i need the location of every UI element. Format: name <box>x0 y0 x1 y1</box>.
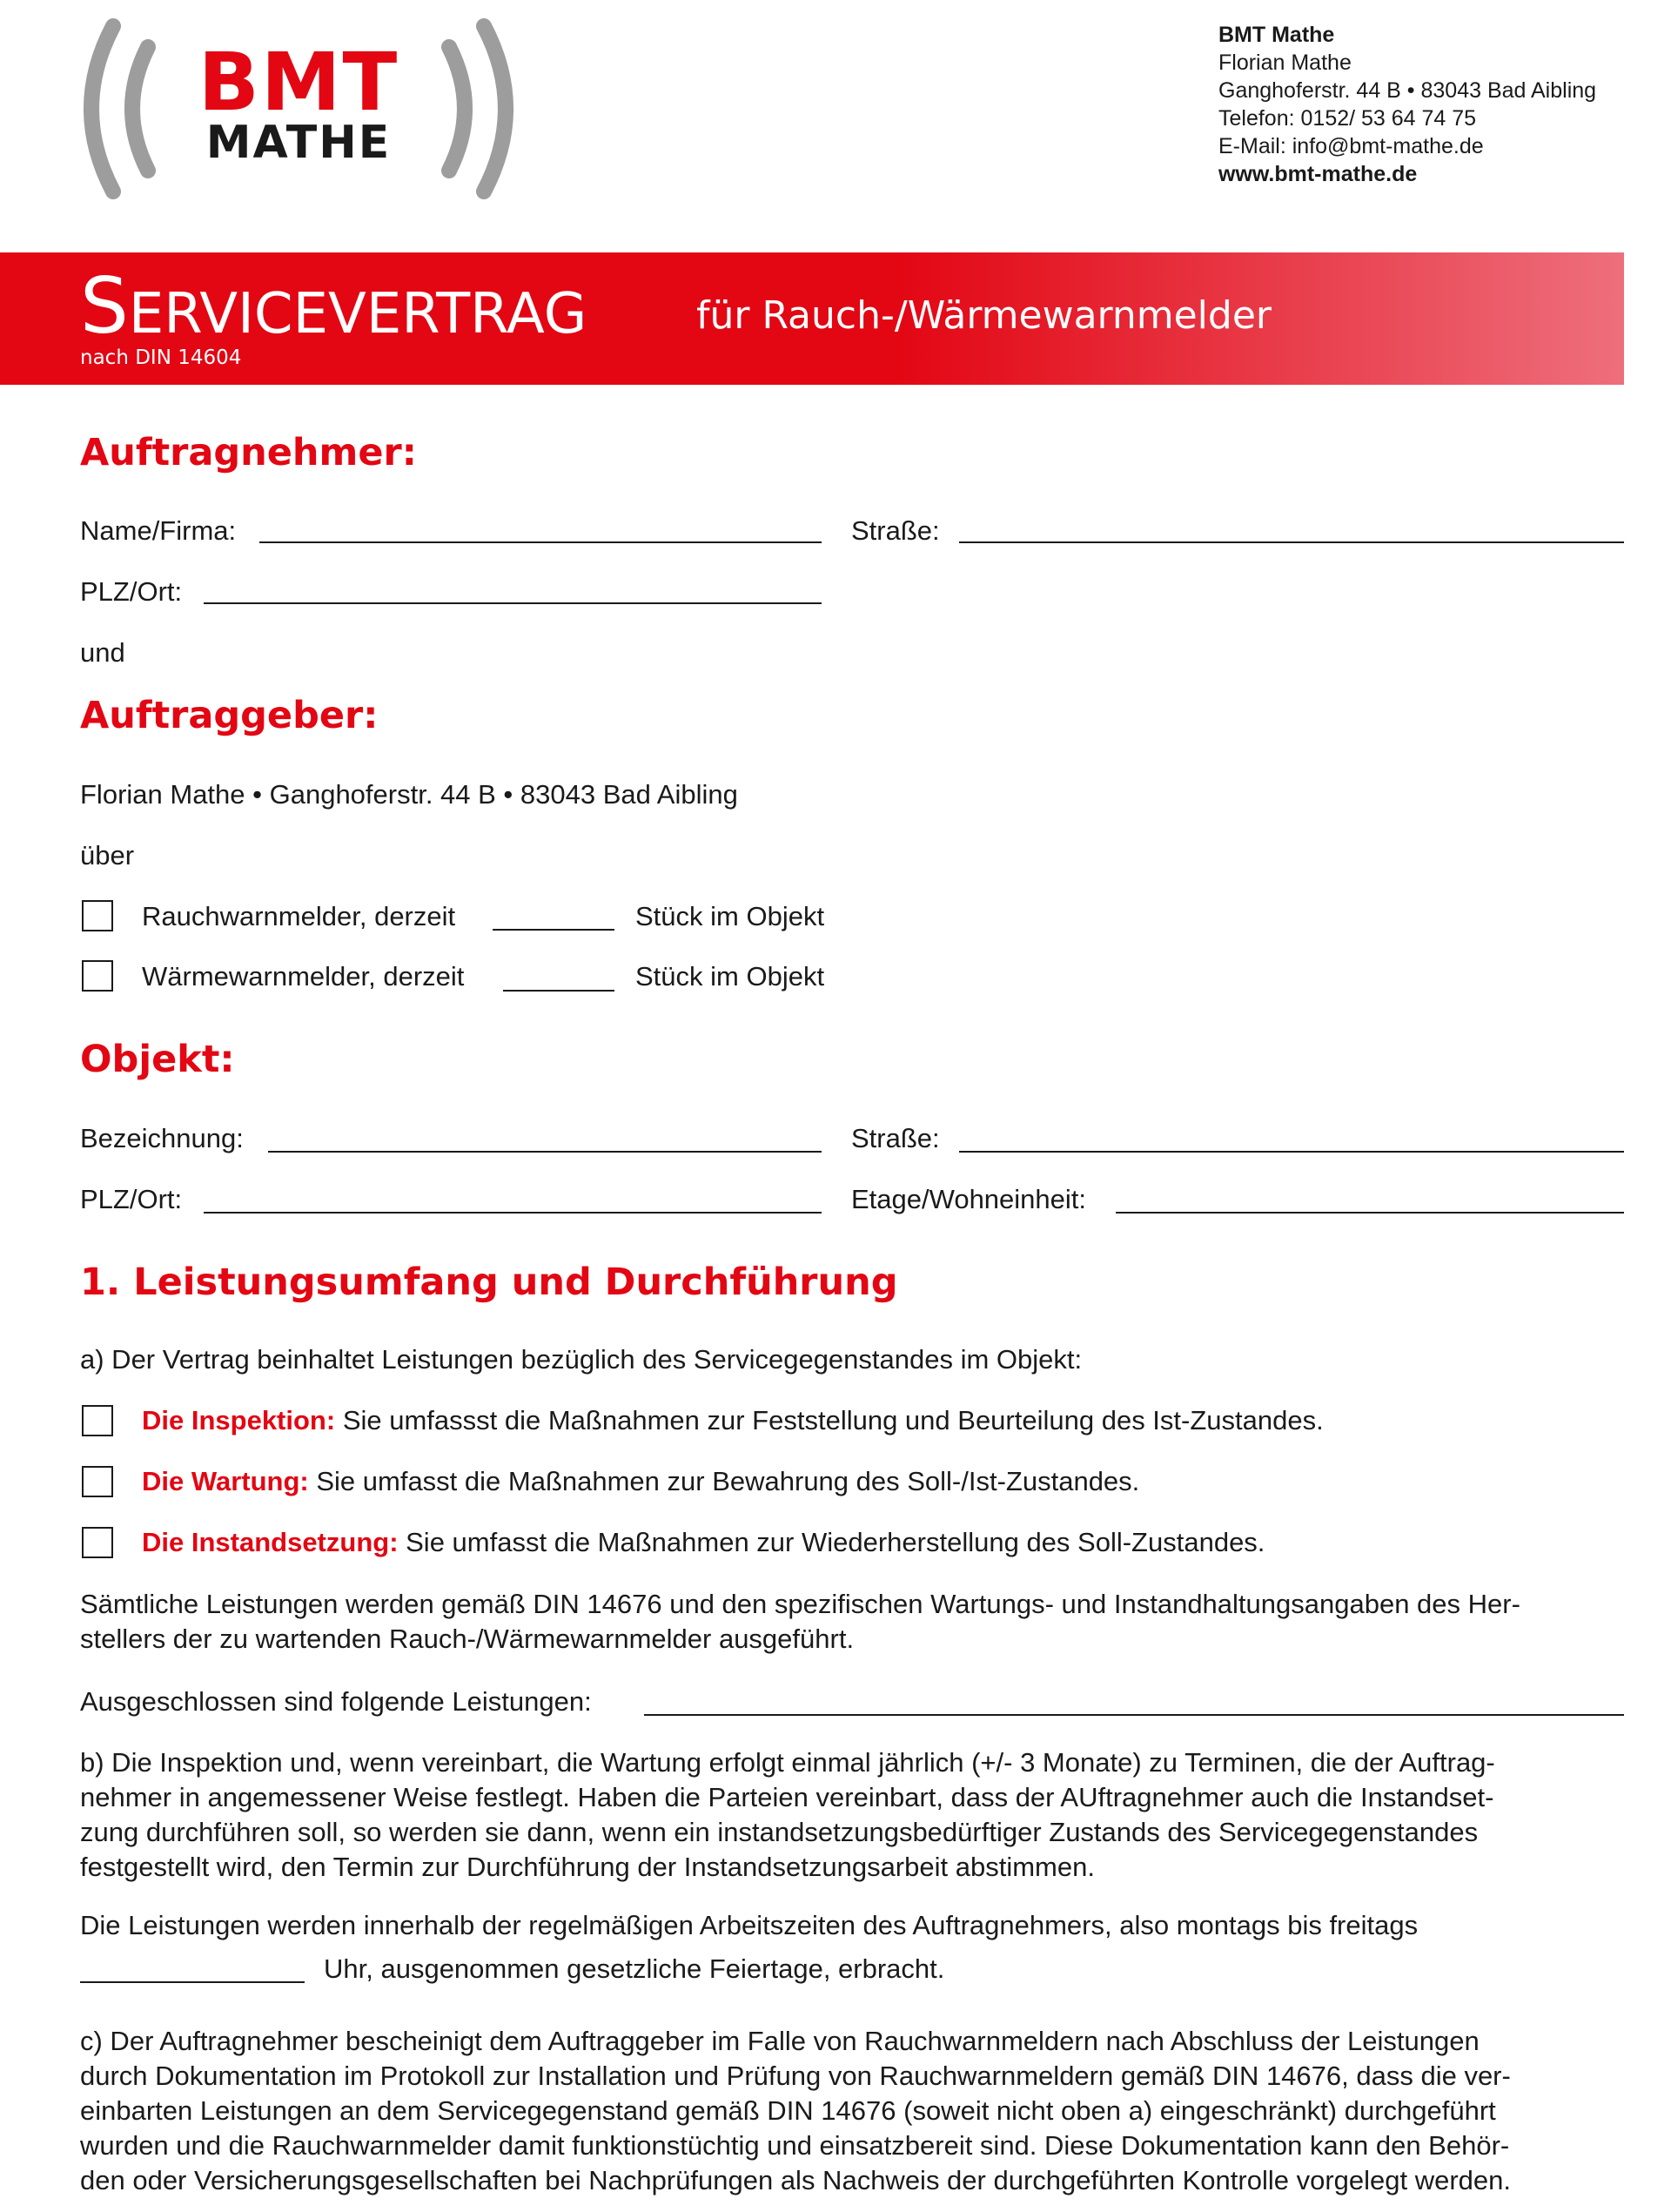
banner-norm: nach DIN 14604 <box>80 346 242 369</box>
inspection-item <box>142 1403 1324 1438</box>
smoke-detector-pieces: Stück im Objekt <box>635 901 825 931</box>
section1-heading: 1. Leistungsumfang und Durchführung <box>80 1261 898 1304</box>
inspection-checkbox[interactable] <box>82 1405 113 1436</box>
heat-detector-label: Wärmewarnmelder, derzeit <box>142 961 465 992</box>
banner-title-initial: S <box>80 261 129 351</box>
section1-c-paragraph: c) Der Auftragnehmer bescheinigt dem Auftraggeber im Falle von Rauchwarnmeldern nach Abschluss der Leistungen durch Dokumentation im Protokoll zur Installation und Prüfung von Rauchwarnmeldern gemäß DIN 14676, dass die ver- einbarten Leistungen an dem Servicegegenstand gemäß DIN 14676 (soweit nicht oben a) eingeschränkt) durchgeführt wurden und die Rauchwarnmelder damit funktionstüchtig und einsatzbereit sind. Diese Dokumentation kann den Behör- den oder Versicherungsgesellschaften bei Nachprüfungen als Nachweis der durchgeführten Kontrolle vorgelegt werden. <box>80 2026 1512 2195</box>
contractor-zip-label: PLZ/Ort: <box>80 576 183 607</box>
maintenance-term: Die Wartung: <box>142 1466 309 1496</box>
contractor-street-field[interactable] <box>959 541 1624 543</box>
contractor-heading: Auftragnehmer: <box>80 431 417 474</box>
contractor-name-field[interactable] <box>259 541 822 543</box>
contractor-name-label: Name/Firma: <box>80 515 237 546</box>
object-street-label: Straße: <box>851 1123 940 1153</box>
object-floor-field[interactable] <box>1116 1212 1624 1214</box>
contact-email: E-Mail: info@bmt-mathe.de <box>1218 134 1484 158</box>
smoke-detector-checkbox[interactable] <box>82 900 113 931</box>
inspection-text: Sie umfassst die Maßnahmen zur Feststellung und Beurteilung des Ist-Zustandes. <box>335 1405 1324 1435</box>
contact-phone: Telefon: 0152/ 53 64 74 75 <box>1218 106 1477 131</box>
banner-title-rest: ERVICEVERTRAG <box>128 282 587 346</box>
logo-text-bmt: BMT <box>198 36 399 129</box>
contact-block <box>1218 21 1596 188</box>
repair-checkbox[interactable] <box>82 1527 113 1558</box>
contact-name: Florian Mathe <box>1218 50 1352 75</box>
object-floor-label: Etage/Wohneinheit: <box>851 1184 1087 1214</box>
and-text: und <box>80 637 125 668</box>
heat-detector-pieces: Stück im Objekt <box>635 961 825 992</box>
working-hours-text: Die Leistungen werden innerhalb der regelmäßigen Arbeitszeiten des Auftragnehmers, also montags bis freitags <box>80 1910 1419 1940</box>
contact-address: Ganghoferstr. 44 B • 83043 Bad Aibling <box>1218 78 1597 103</box>
maintenance-item <box>142 1464 1139 1499</box>
repair-text: Sie umfasst die Maßnahmen zur Wiederherstellung des Soll-Zustandes. <box>398 1527 1265 1557</box>
object-designation-field[interactable] <box>268 1151 822 1153</box>
excluded-services-label: Ausgeschlossen sind folgende Leistungen: <box>80 1686 592 1717</box>
object-designation-label: Bezeichnung: <box>80 1123 244 1153</box>
contractor-zip-field[interactable] <box>204 602 822 604</box>
all-services-paragraph: Sämtliche Leistungen werden gemäß DIN 14676 und den spezifischen Wartungs- und Instandhaltungsangaben des Her- stellers der zu wartenden Rauch-/Wärmewarnmelder ausgeführt. <box>80 1589 1520 1654</box>
heat-detector-count-field[interactable] <box>503 990 614 992</box>
title-banner <box>0 252 1624 385</box>
section1-b-paragraph: b) Die Inspektion und, wenn vereinbart, die Wartung erfolgt einmal jährlich (+/- 3 Monate) zu Terminen, die der Auftrag- nehmer in angemessener Weise festlegt. Haben die Parteien vereinbart, dass der AUftragnehmer auch die Instandset- zung durchführen soll, so werden sie dann, wenn ein instandsetzungsbedürftiger Zustands des Servicegegenstandes festgestellt wird, den Termin zur Durchführung der Instandsetzungsarbeit abstimmen. <box>80 1747 1495 1882</box>
section1-a-intro: a) Der Vertrag beinhaltet Leistungen bezüglich des Servicegegenstandes im Objekt: <box>80 1344 1083 1375</box>
object-heading: Objekt: <box>80 1038 235 1081</box>
repair-item <box>142 1525 1265 1560</box>
working-hours-field[interactable] <box>80 1981 305 1983</box>
smoke-detector-count-field[interactable] <box>493 929 614 931</box>
contact-company: BMT Mathe <box>1218 23 1335 47</box>
repair-term: Die Instandsetzung: <box>142 1527 399 1557</box>
about-text: über <box>80 840 135 871</box>
client-address: Florian Mathe • Ganghoferstr. 44 B • 83043 Bad Aibling <box>80 779 738 810</box>
smoke-detector-label: Rauchwarnmelder, derzeit <box>142 901 456 931</box>
excluded-services-field[interactable] <box>644 1714 1624 1716</box>
inspection-term: Die Inspektion: <box>142 1405 336 1435</box>
object-street-field[interactable] <box>959 1151 1624 1153</box>
maintenance-text: Sie umfasst die Maßnahmen zur Bewahrung des Soll-/Ist-Zustandes. <box>308 1466 1140 1496</box>
heat-detector-checkbox[interactable] <box>82 960 113 992</box>
object-zip-field[interactable] <box>204 1212 822 1214</box>
client-heading: Auftraggeber: <box>80 694 379 737</box>
object-zip-label: PLZ/Ort: <box>80 1184 183 1214</box>
contact-website: www.bmt-mathe.de <box>1218 162 1418 186</box>
company-logo <box>77 9 520 209</box>
banner-subtitle: für Rauch-/Wärmewarnmelder <box>696 293 1272 338</box>
working-hours-suffix: Uhr, ausgenommen gesetzliche Feiertage, erbracht. <box>324 1953 945 1984</box>
contractor-street-label: Straße: <box>851 515 940 546</box>
logo-text-mathe: MATHE <box>205 117 392 169</box>
maintenance-checkbox[interactable] <box>82 1466 113 1497</box>
